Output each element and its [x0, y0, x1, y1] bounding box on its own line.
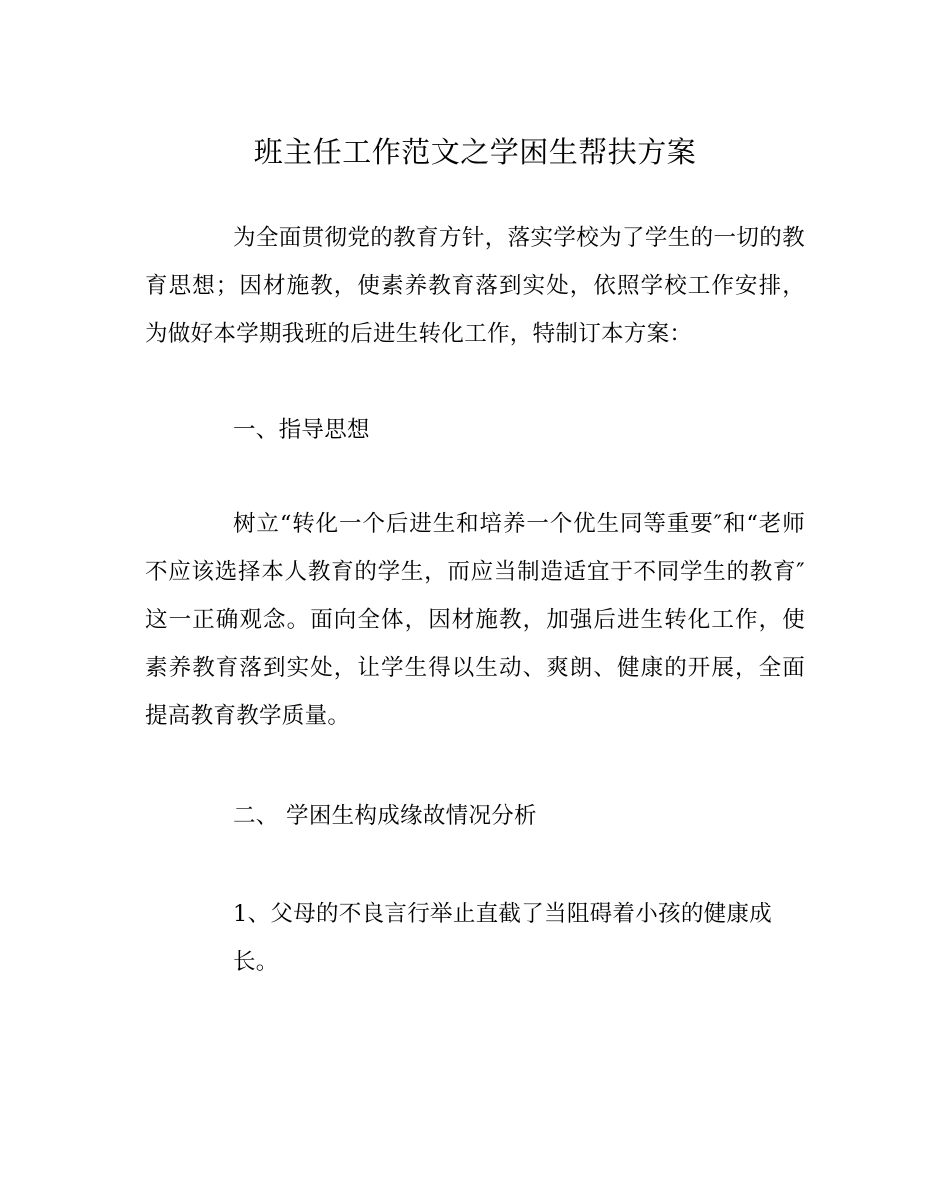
document-title: 班主任工作范文之学困生帮扶方案	[253, 135, 697, 169]
intro-paragraph: 为全面贯彻党的教育方针，落实学校为了学生的一切的教育思想；因材施教，使素养教育落到实处，依照学校工作安排，为做好本学期我班的后进生转化工作，特制订本方案：	[145, 225, 805, 347]
section-1-heading: 一、指导思想	[233, 417, 370, 443]
section-2-heading: 二、 学困生构成缘故情况分析	[233, 803, 537, 829]
section-1-paragraph: 树立“转化一个后进生和培养一个优生同等重要″和“老师不应该选择本人教育的学生，而应当制造适宜于不同学生的教育″这一正确观念。面向全体，因材施教，加强后进生转化工作，使素养教育落到实处，让学生得以生动、爽朗、健康的开展，全面提高教育教学质量。	[145, 511, 805, 729]
list-item-1: 1、父母的不良言行举止直截了当阻碍着小孩的健康成长。	[233, 901, 773, 975]
